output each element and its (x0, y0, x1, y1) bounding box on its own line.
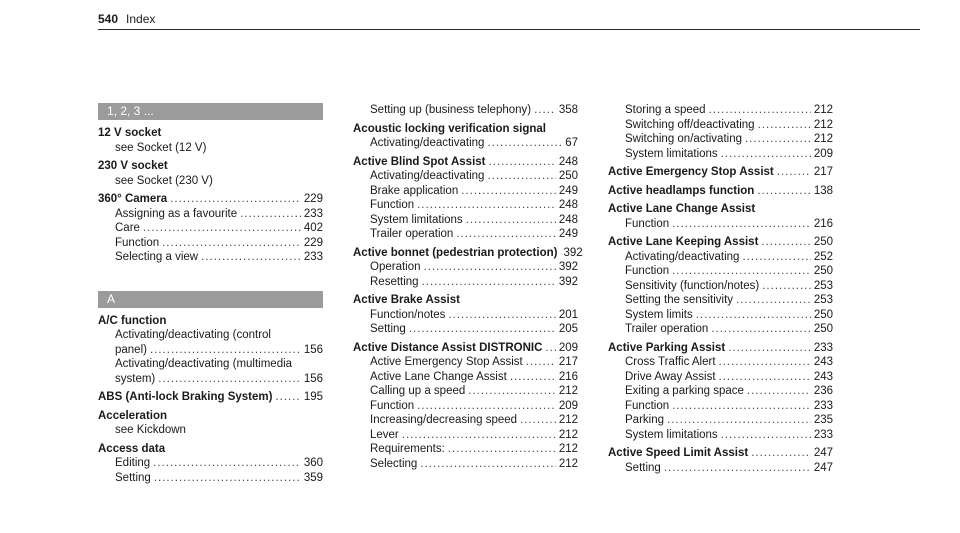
index-entry-heading (353, 293, 578, 308)
leader-dots (745, 132, 811, 147)
index-entry-subentry-text: Active Emergency Stop Assist (370, 356, 523, 368)
page-reference: 392 (563, 246, 583, 259)
page-reference: 195 (303, 391, 323, 403)
leader-dots (153, 456, 301, 471)
index-entry-subentry (353, 413, 578, 428)
index-entry-subentry-text: Activating/deactivating (multimedia (115, 358, 293, 370)
leader-dots (448, 442, 556, 457)
index-entry-subentry-text: Setting (625, 461, 661, 474)
leader-dots (672, 217, 811, 232)
page-reference: 250 (813, 265, 833, 277)
index-entry-subentry (98, 236, 323, 251)
leader-dots (721, 147, 811, 162)
leader-dots (762, 279, 811, 294)
page-reference: 229 (303, 236, 323, 249)
leader-dots (672, 399, 811, 414)
index-entry-heading (98, 314, 323, 329)
entry-spacer (353, 471, 578, 475)
leader-dots (487, 169, 555, 184)
page-reference: 233 (303, 207, 323, 220)
index-entry-heading-text: 12 V socket (98, 127, 162, 139)
index-entry-subentry (353, 184, 578, 199)
page-reference: 253 (813, 294, 833, 306)
index-entry-heading-text: Acceleration (98, 409, 168, 422)
index-entry-heading (98, 192, 323, 207)
leader-dots (751, 446, 811, 461)
page-reference: 212 (813, 104, 833, 116)
index-entry-subentry (353, 322, 578, 337)
index-entry-subentry (608, 355, 833, 370)
index-entry-subentry-text: Selecting (370, 457, 418, 470)
page-reference: 233 (813, 428, 833, 441)
page-number: 540 (98, 12, 119, 26)
index-entry-subentry-text: Switching off/deactivating (625, 118, 755, 131)
index-column-3 (608, 103, 833, 479)
index-entry-subentry-text: Assigning as a favourite (115, 207, 238, 220)
leader-dots (275, 390, 300, 405)
page-reference: 212 (558, 457, 578, 470)
index-entry-subentry (98, 221, 323, 236)
index-entry-subentry-text: Function (115, 236, 160, 249)
index-entry-subentry-text: Activating/deactivating (370, 137, 485, 149)
index-entry-subentry (353, 260, 578, 275)
page-reference: 247 (813, 461, 833, 474)
index-entry-subentry (353, 442, 578, 457)
leader-dots (461, 184, 556, 199)
page-reference: 249 (558, 228, 578, 240)
index-entry-subentry (98, 423, 323, 438)
index-entry-active-lane-change-assist (608, 202, 833, 231)
index-entry-subentry-text: Activating/deactivating (625, 250, 740, 263)
index-entry-subentry-text: Parking (625, 414, 664, 426)
leader-dots (158, 372, 301, 387)
page-reference: 248 (558, 199, 578, 211)
page-reference: 205 (558, 323, 578, 335)
leader-dots (420, 457, 556, 472)
leader-dots (736, 293, 811, 308)
leader-dots (143, 221, 301, 236)
index-entry-heading-text: Acoustic locking verification signal (353, 122, 546, 135)
index-entry-heading-text: Active bonnet (pedestrian protection) (353, 246, 558, 259)
index-entry-a-c-function (98, 314, 323, 387)
leader-dots (510, 370, 556, 385)
index-entry-subentry-text: Storing a speed (625, 104, 706, 116)
leader-dots (489, 155, 556, 170)
index-entry-subentry-text: Requirements: (370, 443, 445, 455)
index-entry-subentry (353, 457, 578, 472)
index-entry-subentry-text: Exiting a parking space (625, 385, 744, 397)
index-entry-heading-text: Active Speed Limit Assist (608, 447, 749, 459)
page-reference: 212 (813, 118, 833, 131)
index-entry-subentry-text: Activating/deactivating (control (115, 329, 271, 341)
index-entry-subentry-text: System limitations (370, 213, 463, 226)
leader-dots (468, 384, 556, 399)
index-entry-subentry (608, 399, 833, 414)
index-entry-heading (608, 446, 833, 461)
index-entry-heading (353, 246, 583, 261)
leader-dots (422, 275, 556, 290)
index-entry-continued (608, 103, 833, 161)
page-reference: 156 (303, 372, 323, 385)
index-entry-subentry (353, 384, 578, 399)
index-entry-active-emergency-stop-assist (608, 165, 833, 180)
page-reference: 212 (558, 443, 578, 455)
page-reference: 201 (558, 308, 578, 321)
index-entry-subentry (98, 328, 323, 343)
index-entry-subentry (98, 372, 323, 387)
index-entry-active-headlamps-function (608, 184, 833, 199)
index-entry-active-parking-assist (608, 341, 833, 443)
page-reference: 212 (558, 414, 578, 426)
index-entry-subentry (608, 217, 833, 232)
leader-dots (777, 165, 811, 180)
index-entry-heading (608, 184, 833, 199)
index-entry-subentry (608, 279, 833, 294)
index-entry-subentry (353, 355, 578, 370)
index-entry-heading (608, 165, 833, 180)
index-entry-subentry (353, 103, 578, 118)
leader-dots (402, 428, 556, 443)
leader-dots (520, 413, 556, 428)
leader-dots (742, 250, 810, 265)
leader-dots (466, 213, 556, 228)
page-reference: 252 (813, 250, 833, 263)
page-reference: 248 (558, 155, 578, 168)
index-entry-heading-text: Active Blind Spot Assist (353, 155, 486, 168)
leader-dots (162, 236, 301, 251)
leader-dots (150, 343, 301, 358)
page-reference: 212 (558, 428, 578, 441)
index-entry-heading (353, 341, 578, 356)
page-reference: 249 (558, 184, 578, 197)
index-entry-subentry (608, 118, 833, 133)
index-entry-subentry-text: Function (625, 217, 670, 230)
index-entry-subentry (353, 308, 578, 323)
page-title: Index (126, 12, 156, 26)
leader-dots (409, 322, 556, 337)
leader-dots (201, 250, 301, 265)
page-reference: 235 (813, 414, 833, 426)
index-entry-subentry-text: System limits (625, 308, 693, 321)
section-heading-1-2-3: 1, 2, 3 ... (98, 103, 323, 120)
index-entry-subentry-text: system) (115, 372, 156, 385)
index-entry-subentry (353, 275, 578, 290)
page-reference: 67 (565, 137, 578, 149)
index-entry-subentry (353, 370, 578, 385)
index-entry-subentry-text: Trailer operation (625, 323, 709, 335)
leader-dots (667, 413, 811, 428)
index-entry-subentry-text: Function (370, 399, 415, 412)
index-entry-subentry-text: Active Lane Change Assist (370, 370, 507, 383)
page-reference: 360 (303, 457, 323, 469)
index-entry-subentry (608, 250, 833, 265)
page-header (98, 12, 155, 26)
leader-dots (487, 136, 562, 151)
index-entry-active-blind-spot-assist (353, 155, 578, 242)
index-entry-subentry (98, 357, 323, 372)
index-entry-heading (353, 155, 578, 170)
index-column-1 (98, 103, 323, 489)
index-entry-subentry (608, 308, 833, 323)
page-reference: 217 (813, 166, 833, 178)
index-entry-subentry-text: Setting the sensitivity (625, 294, 734, 306)
index-entry-subentry-text: Selecting a view (115, 251, 199, 263)
page-reference: 253 (813, 279, 833, 292)
index-entry-360-camera (98, 192, 323, 265)
index-entry-active-speed-limit-assist (608, 446, 833, 475)
index-entry-heading (98, 126, 323, 141)
index-entry-acoustic-locking-verification-signal (353, 122, 578, 151)
index-entry-heading-text: 230 V socket (98, 160, 168, 172)
index-entry-subentry-text: Editing (115, 457, 151, 469)
page-reference: 243 (813, 370, 833, 383)
page-reference: 233 (813, 341, 833, 354)
index-entry-subentry-text: see Socket (12 V) (115, 141, 207, 154)
leader-dots (728, 341, 811, 356)
page-reference: 392 (558, 261, 578, 273)
leader-dots (711, 322, 811, 337)
index-entry-subentry (98, 456, 323, 471)
index-entry-subentry (608, 370, 833, 385)
index-entry-subentry (608, 293, 833, 308)
page-reference: 359 (303, 471, 323, 484)
page-reference: 243 (813, 356, 833, 368)
index-entry-heading-text: Active Emergency Stop Assist (608, 166, 774, 178)
index-entry-subentry-text: Lever (370, 428, 399, 441)
index-entry-subentry-text: Operation (370, 261, 421, 273)
index-entry-subentry-text: Care (115, 222, 140, 234)
index-entry-subentry-text: Setting (115, 471, 151, 484)
page-reference: 250 (558, 170, 578, 182)
leader-dots (424, 260, 556, 275)
leader-dots (526, 355, 556, 370)
header-rule (98, 29, 920, 30)
page-reference: 250 (813, 308, 833, 321)
index-entry-subentry-text: see Socket (230 V) (115, 174, 213, 187)
index-entry-heading-text: Active Distance Assist DISTRONIC (353, 341, 543, 354)
index-entry-heading-text: Active Parking Assist (608, 341, 726, 354)
index-entry-active-bonnet-pedestrian-protection (353, 246, 583, 290)
index-entry-subentry (98, 207, 323, 222)
index-entry-subentry (353, 169, 578, 184)
page-reference: 209 (813, 147, 833, 160)
page-reference: 247 (813, 447, 833, 459)
index-entry-subentry (608, 413, 833, 428)
index-entry-subentry (353, 198, 578, 213)
page-reference: 138 (813, 184, 833, 197)
index-entry-subentry-text: System limitations (625, 147, 718, 160)
index-entry-heading (608, 202, 833, 217)
leader-dots (664, 461, 811, 476)
page-reference: 233 (303, 251, 323, 263)
index-entry-subentry (98, 343, 323, 358)
index-entry-subentry (98, 250, 323, 265)
index-entry-subentry-text: Calling up a speed (370, 385, 466, 397)
leader-dots (757, 184, 810, 199)
index-entry-heading (98, 442, 323, 457)
index-entry-subentry-text: Increasing/decreasing speed (370, 414, 518, 426)
index-entry-subentry (98, 471, 323, 486)
leader-dots (721, 428, 811, 443)
leader-dots (170, 192, 301, 207)
index-entry-subentry (98, 174, 323, 189)
index-entry-subentry (608, 147, 833, 162)
index-entry-230-v-socket (98, 159, 323, 188)
index-entry-subentry (608, 132, 833, 147)
page-reference: 248 (558, 213, 578, 226)
page-reference: 402 (303, 222, 323, 234)
index-entry-heading (98, 159, 323, 174)
leader-dots (448, 308, 555, 323)
index-entry-subentry-text: Function/notes (370, 308, 446, 321)
index-entry-heading-text: Access data (98, 442, 166, 455)
page-reference: 209 (558, 399, 578, 412)
index-entry-subentry (608, 461, 833, 476)
leader-dots (672, 264, 811, 279)
index-entry-subentry-text: see Kickdown (115, 424, 186, 436)
index-entry-subentry-text: Trailer operation (370, 228, 454, 240)
index-entry-subentry (353, 399, 578, 414)
index-entry-subentry-text: System limitations (625, 428, 718, 441)
index-entry-active-distance-assist-distronic (353, 341, 578, 472)
page-reference: 229 (303, 193, 323, 205)
index-entry-subentry-text: Setting up (business telephony) (370, 104, 532, 116)
leader-dots (417, 399, 556, 414)
page-reference: 250 (813, 236, 833, 248)
page-reference: 233 (813, 399, 833, 412)
index-entry-subentry (608, 322, 833, 337)
index-entry-acceleration (98, 409, 323, 438)
index-entry-abs-anti-lock-braking-system (98, 390, 323, 405)
page-reference: 216 (558, 370, 578, 383)
index-entry-subentry-text: Function (625, 265, 670, 277)
index-entry-subentry-text: Switching on/activating (625, 133, 742, 145)
index-entry-access-data (98, 442, 323, 486)
index-entry-subentry (608, 384, 833, 399)
index-entry-subentry (608, 428, 833, 443)
index-column-2 (353, 103, 583, 475)
index-entry-subentry-text: panel) (115, 343, 147, 356)
leader-dots (709, 103, 811, 118)
page-reference: 250 (813, 323, 833, 335)
index-entry-subentry-text: Brake application (370, 184, 459, 197)
index-entry-heading-text: Active Lane Change Assist (608, 203, 756, 215)
index-entry-subentry (608, 264, 833, 279)
leader-dots (534, 103, 556, 118)
page-reference: 209 (558, 341, 578, 354)
leader-dots (456, 227, 556, 242)
page-reference: 212 (558, 385, 578, 397)
page-reference: 217 (558, 356, 578, 368)
index-entry-subentry (98, 141, 323, 156)
index-entry-heading-text: Active Lane Keeping Assist (608, 236, 759, 248)
index-entry-heading-text: ABS (Anti-lock Braking System) (98, 391, 273, 403)
index-entry-subentry-text: Activating/deactivating (370, 170, 485, 182)
leader-dots (747, 384, 811, 399)
leader-dots (545, 341, 555, 356)
entry-spacer (608, 475, 833, 479)
index-entry-subentry-text: Drive Away Assist (625, 370, 716, 383)
entry-spacer (98, 265, 323, 269)
index-entry-subentry (353, 227, 578, 242)
index-entry-heading-text: Active headlamps function (608, 184, 755, 197)
index-entry-heading (98, 409, 323, 424)
index-entry-active-brake-assist (353, 293, 578, 337)
leader-dots (240, 207, 301, 222)
page-reference: 156 (303, 343, 323, 356)
index-entry-heading (353, 122, 578, 137)
leader-dots (417, 198, 556, 213)
leader-dots (761, 235, 810, 250)
index-entry-heading-text: Active Brake Assist (353, 294, 460, 306)
index-entry-heading-text: A/C function (98, 314, 167, 327)
page-reference: 212 (813, 133, 833, 145)
index-entry-heading-text: 360° Camera (98, 193, 168, 205)
index-entry-subentry (353, 136, 578, 151)
index-entry-subentry-text: Setting (370, 323, 406, 335)
page-reference: 358 (558, 104, 578, 116)
index-entry-subentry-text: Resetting (370, 275, 419, 288)
index-entry-active-lane-keeping-assist (608, 235, 833, 337)
index-entry-subentry-text: Cross Traffic Alert (625, 356, 716, 368)
leader-dots (154, 471, 301, 486)
leader-dots (719, 370, 811, 385)
page-reference: 392 (558, 275, 578, 288)
index-entry-subentry-text: Sensitivity (function/notes) (625, 279, 760, 292)
leader-dots (719, 355, 811, 370)
entry-spacer (98, 485, 323, 489)
index-entry-subentry (353, 213, 578, 228)
index-entry-heading (608, 341, 833, 356)
leader-dots (696, 308, 811, 323)
index-entry-12-v-socket (98, 126, 323, 155)
section-heading-a: A (98, 291, 323, 308)
index-entry-continued (353, 103, 578, 118)
page-reference: 216 (813, 217, 833, 230)
index-entry-subentry-text: Function (370, 199, 415, 211)
page-reference: 236 (813, 385, 833, 397)
index-entry-subentry-text: Function (625, 399, 670, 412)
index-entry-subentry (353, 428, 578, 443)
index-entry-subentry (608, 103, 833, 118)
index-entry-heading (98, 390, 323, 405)
leader-dots (758, 118, 811, 133)
index-entry-heading (608, 235, 833, 250)
